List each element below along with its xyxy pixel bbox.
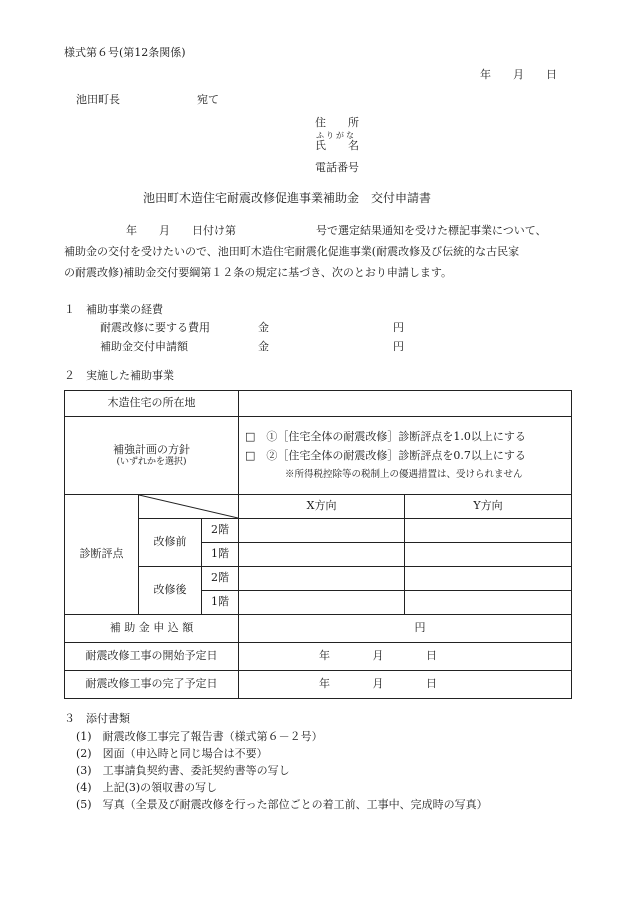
attachment-item: (2) 図面（申込時と同じ場合は不要） xyxy=(76,747,268,760)
before-floor1-y[interactable] xyxy=(405,543,572,567)
start-date-field[interactable] xyxy=(239,643,572,671)
section1-heading: １ 補助事業の経費 xyxy=(64,303,163,316)
plan-options xyxy=(239,417,572,495)
after-floor2-x[interactable] xyxy=(239,567,405,591)
intro-date-prefix: 年 月 日付け第 xyxy=(126,224,236,237)
request-unit: 円 xyxy=(393,340,404,353)
attachment-item: (3) 工事請負契約書、委託契約書等の写し xyxy=(76,764,290,777)
intro-line1: 号で選定結果通知を受けた標記事業について、 xyxy=(316,224,547,237)
intro-line3: の耐震改修)補助金交付要綱第１２条の規定に基づき、次のとおり申請します。 xyxy=(64,266,452,279)
addressee: 池田町長 xyxy=(76,93,120,106)
attachment-item: (5) 写真（全景及び耐震改修を行った部位ごとの着工前、工事中、完成時の写真） xyxy=(76,798,488,811)
after-floor1-x[interactable] xyxy=(239,591,405,615)
diagonal-line xyxy=(139,495,238,518)
after-label: 改修後 xyxy=(139,567,202,615)
section2-heading: ２ 実施した補助事業 xyxy=(64,369,174,382)
request-currency: 金 xyxy=(258,340,269,353)
submission-date: 年 月 日 xyxy=(480,68,557,81)
subsidy-unit: 円 xyxy=(414,621,426,635)
after-floor1: 1階 xyxy=(202,591,239,615)
before-floor1-x[interactable] xyxy=(239,543,405,567)
cost-label: 耐震改修に要する費用 xyxy=(100,321,210,334)
after-floor2: 2階 xyxy=(202,567,239,591)
attachment-item: (1) 耐震改修工事完了報告書（様式第６－２号） xyxy=(76,730,323,743)
end-date-field[interactable] xyxy=(239,671,572,699)
addressee-suffix: 宛て xyxy=(197,93,219,106)
cost-unit: 円 xyxy=(393,321,404,334)
end-day: 日 xyxy=(426,677,438,691)
plan-option-2[interactable]: □ ②［住宅全体の耐震改修］診断評点を0.7以上にする xyxy=(245,449,526,462)
header-diagonal-cell xyxy=(139,495,239,519)
plan-sub: (いずれかを選択) xyxy=(116,456,187,467)
start-year: 年 xyxy=(319,649,331,663)
start-day: 日 xyxy=(426,649,438,663)
after-floor1-y[interactable] xyxy=(405,591,572,615)
before-floor2-x[interactable] xyxy=(239,519,405,543)
phone-label: 電話番号 xyxy=(315,161,359,174)
address-label: 住 所 xyxy=(315,116,359,129)
start-month: 月 xyxy=(372,649,384,663)
section3-heading: ３ 添付書類 xyxy=(64,712,130,725)
location-label: 木造住宅の所在地 xyxy=(65,391,239,417)
score-label: 診断評点 xyxy=(65,495,139,615)
start-date-label: 耐震改修工事の開始予定日 xyxy=(65,643,239,671)
end-month: 月 xyxy=(372,677,384,691)
plan-label: 補強計画の方針 xyxy=(113,442,191,456)
plan-note: ※所得税控除等の税制上の優遇措置は、受けられません xyxy=(285,469,523,480)
before-label: 改修前 xyxy=(139,519,202,567)
document-title: 池田町木造住宅耐震改修促進事業補助金 交付申請書 xyxy=(143,191,432,205)
end-year: 年 xyxy=(319,677,331,691)
col-x-header: X方向 xyxy=(239,495,405,519)
form-number: 様式第６号(第12条関係) xyxy=(64,46,186,59)
plan-option-1[interactable]: □ ①［住宅全体の耐震改修］診断評点を1.0以上にする xyxy=(245,430,526,443)
cost-currency: 金 xyxy=(258,321,269,334)
col-y-header: Y方向 xyxy=(405,495,572,519)
attachment-item: (4) 上記(3)の領収書の写し xyxy=(76,781,218,794)
subsidy-label: 補 助 金 申 込 額 xyxy=(65,615,239,643)
plan-label-cell xyxy=(65,417,239,495)
project-table xyxy=(64,390,572,699)
before-floor1: 1階 xyxy=(202,543,239,567)
subsidy-field[interactable] xyxy=(239,615,572,643)
location-field[interactable] xyxy=(239,391,572,417)
after-floor2-y[interactable] xyxy=(405,567,572,591)
intro-line2: 補助金の交付を受けたいので、池田町木造住宅耐震化促進事業(耐震改修及び伝統的な古民家 xyxy=(64,245,520,258)
end-date-label: 耐震改修工事の完了予定日 xyxy=(65,671,239,699)
request-label: 補助金交付申請額 xyxy=(100,340,188,353)
before-floor2: 2階 xyxy=(202,519,239,543)
name-label: 氏 名 xyxy=(315,139,359,152)
name-ruby: ふりがな xyxy=(316,131,356,140)
before-floor2-y[interactable] xyxy=(405,519,572,543)
